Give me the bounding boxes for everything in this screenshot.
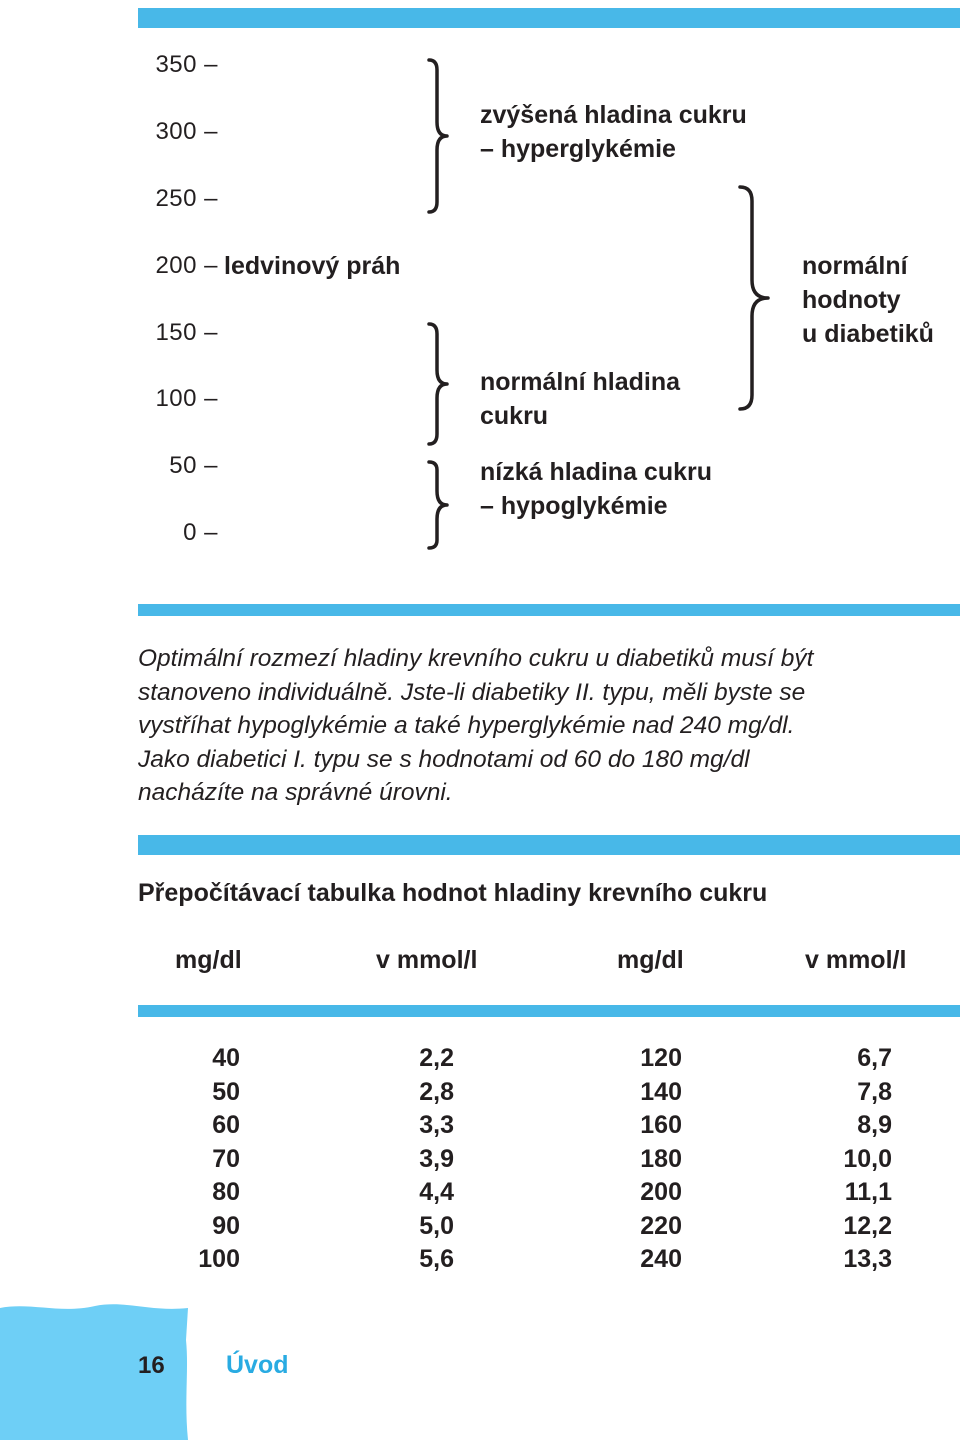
table-header-mmol: v mmol/l (376, 946, 478, 974)
table-cell: 4,4 (419, 1178, 454, 1206)
scale-tick: 100 – (155, 385, 218, 412)
table-cell: 100 (198, 1245, 240, 1273)
page-number: 16 (138, 1352, 165, 1379)
note-line: nacházíte na správné úrovni. (138, 779, 453, 806)
table-cell: 220 (640, 1211, 682, 1240)
table-cell: 40 (212, 1044, 240, 1072)
table-cell: 10,0 (843, 1144, 892, 1173)
table-title: Přepočítávací tabulka hodnot hladiny krevního cukru (138, 879, 768, 907)
table-cell: 50 (212, 1077, 240, 1106)
brace-low (420, 460, 460, 550)
rule-below-headers (138, 1005, 960, 1017)
scale-tick: 300 – (155, 118, 218, 145)
note-line: vystříhat hypoglykémie a také hyperglykémie nad 240 mg/dl. (138, 712, 795, 739)
range-high-label: zvýšená hladina cukru – hyperglykémie (480, 101, 747, 163)
table-cell: 180 (640, 1144, 682, 1173)
scale-tick: 50 – (169, 452, 218, 479)
table-cell: 140 (640, 1077, 682, 1106)
table-cell: 200 (640, 1178, 682, 1206)
range-diabetic-normal-label: normální hodnoty u diabetiků (802, 252, 934, 348)
table-cell: 2,2 (419, 1044, 454, 1072)
table-cell: 5,6 (419, 1245, 454, 1273)
note-line: Jako diabetici I. typu se s hodnotami od 60 do 180 mg/dl (138, 745, 750, 773)
brace-diabetic-normal (730, 185, 790, 411)
table-cell: 6,7 (857, 1044, 892, 1072)
scale-tick: 150 – (155, 319, 218, 346)
rule-above-table (138, 835, 960, 855)
table-cell: 7,8 (857, 1077, 892, 1106)
scale-tick: 350 – (155, 51, 218, 78)
range-normal-label: normální hladina cukru (480, 368, 681, 430)
table-header-mmol: v mmol/l (805, 946, 907, 974)
section-name: Úvod (226, 1351, 289, 1379)
brace-high (420, 58, 460, 214)
table-cell: 80 (212, 1178, 240, 1206)
rule-above-note (138, 604, 960, 616)
table-column-mmol (752, 1042, 892, 1277)
table-cell: 60 (212, 1111, 240, 1139)
table-cell: 120 (640, 1044, 682, 1072)
scale-tick: 0 – (183, 519, 218, 546)
table-cell: 90 (212, 1211, 240, 1240)
table-cell: 3,9 (419, 1144, 454, 1173)
table-cell: 70 (212, 1144, 240, 1173)
note-line: stanoveno individuálně. Jste-li diabetiky II. typu, měli byste se (138, 678, 806, 706)
table-column-mmol (314, 1042, 454, 1277)
table-column-mgdl (542, 1042, 682, 1277)
range-low-label: nízká hladina cukru – hypoglykémie (480, 458, 713, 520)
table-cell: 240 (640, 1245, 682, 1273)
renal-threshold-label: ledvinový práh (224, 252, 401, 280)
table-cell: 5,0 (419, 1211, 454, 1240)
table-cell: 12,2 (843, 1211, 892, 1240)
note-paragraph (138, 642, 948, 810)
scale-tick: 200 – (155, 252, 218, 279)
table-cell: 8,9 (857, 1111, 892, 1139)
table-cell: 160 (640, 1111, 682, 1139)
table-cell: 2,8 (419, 1077, 454, 1106)
table-cell: 11,1 (844, 1178, 892, 1206)
brace-normal (420, 322, 460, 446)
scale-tick: 250 – (155, 185, 218, 212)
table-column-mgdl (100, 1042, 240, 1277)
table-cell: 3,3 (419, 1111, 454, 1139)
table-cell: 13,3 (843, 1245, 892, 1273)
table-header-mgdl: mg/dl (175, 946, 242, 974)
top-rule (138, 8, 960, 28)
table-header-mgdl: mg/dl (617, 946, 684, 974)
note-line: Optimální rozmezí hladiny krevního cukru u diabetiků musí být (138, 645, 814, 672)
